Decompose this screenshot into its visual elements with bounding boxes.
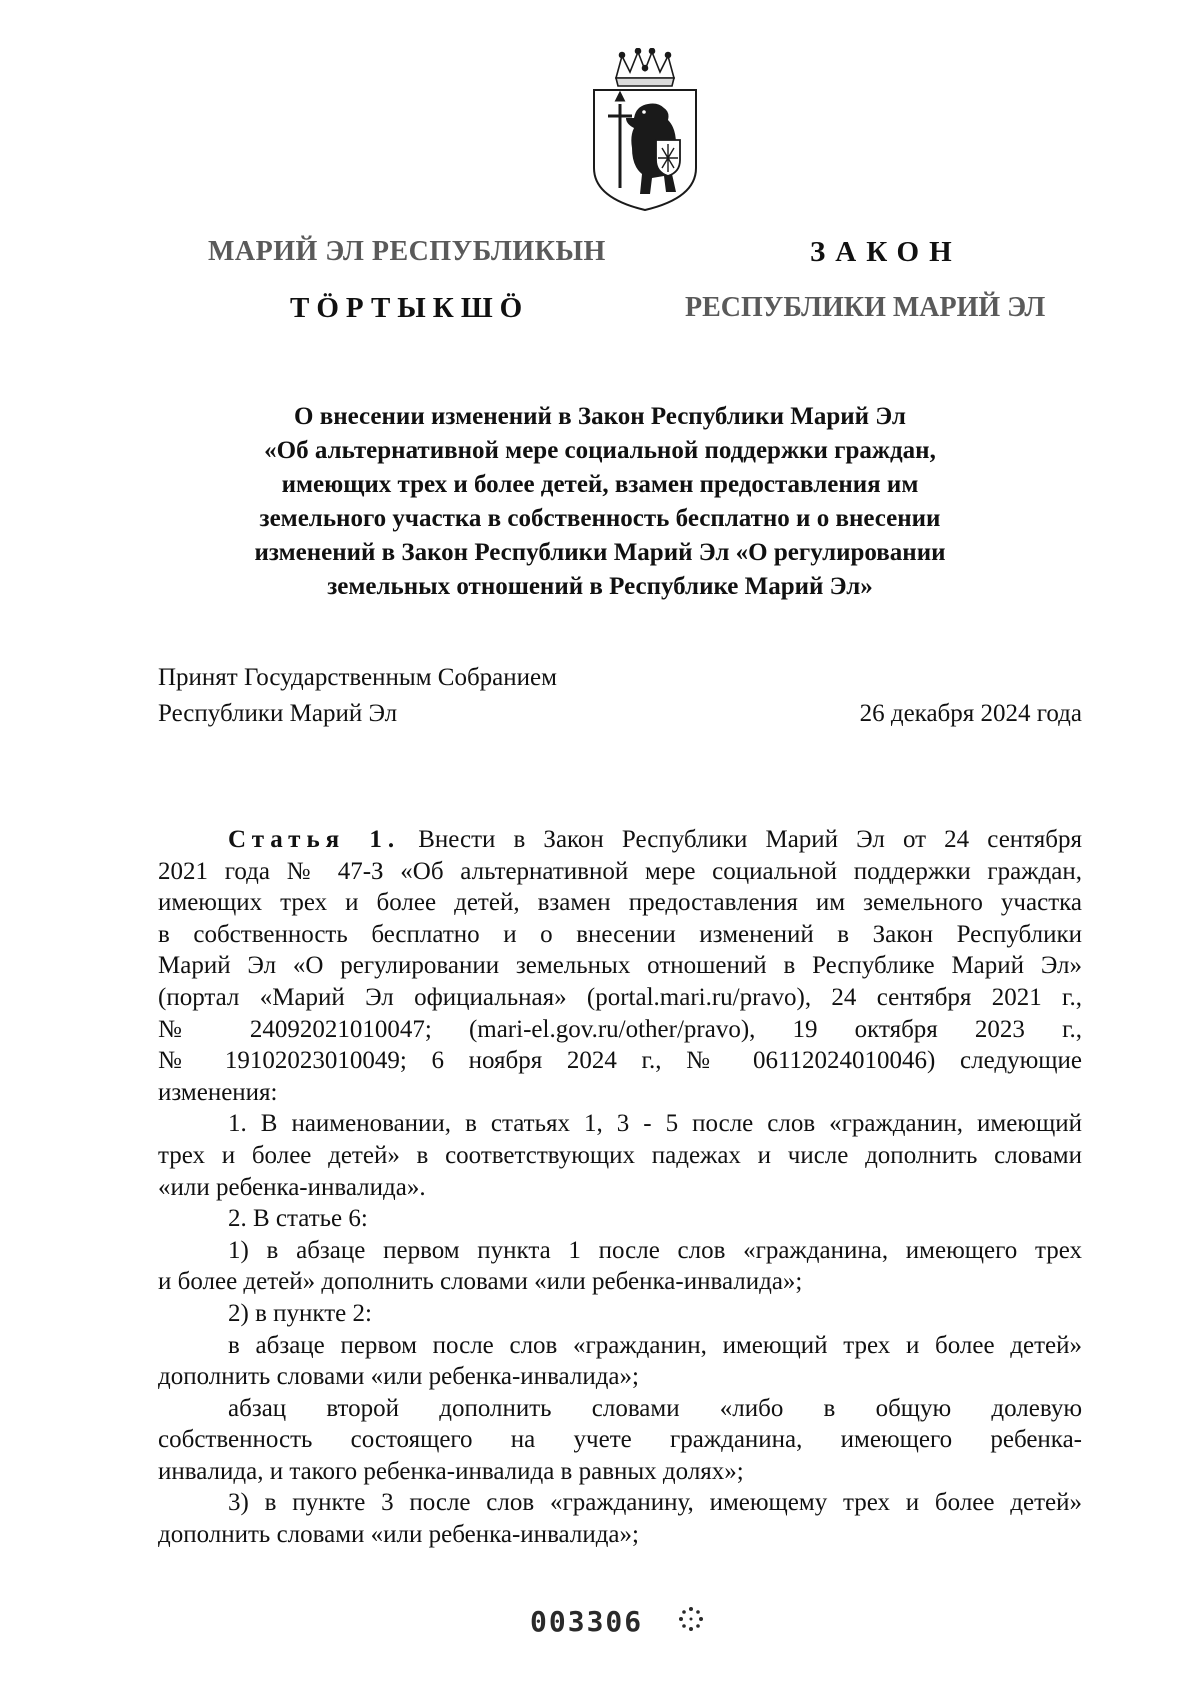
header-right-line1: ЗАКОН [810,236,962,268]
article-body [158,824,1082,1551]
article-line: № 24092021010047; (mari-el.gov.ru/other/pravo), 19 октября 2023 г., [158,1015,1082,1043]
subitem-2a-line: в абзаце первом после слов «гражданин, имеющий трех и более детей» [228,1331,1082,1359]
adopted-line1: Принят Государственным Собранием [158,664,557,691]
adopted-line2: Республики Марий Эл [158,700,398,727]
subitem-1-line: и более детей» дополнить словами «или ребенка-инвалида»; [158,1268,803,1296]
subitem-2-heading: 2) в пункте 2: [228,1299,372,1327]
law-title [200,400,1000,604]
asterisk-stamp-mark [676,1604,706,1634]
subitem-3-line: дополнить словами «или ребенка-инвалида»; [158,1521,639,1549]
title-line: земельного участка в собственность бесплатно и о внесении [259,505,941,532]
item-1-line: 1. В наименовании, в статьях 1, 3 - 5 после слов «гражданин, имеющий [228,1110,1082,1138]
title-line: земельных отношений в Республике Марий Эл» [327,573,873,600]
article-label: Статья 1. [228,826,401,853]
serial-number: 003306 [530,1605,644,1638]
item-1-line: «или ребенка-инвалида». [158,1173,426,1201]
title-line: «Об альтернативной мере социальной поддержки граждан, [264,437,936,464]
subitem-3-line: 3) в пункте 3 после слов «гражданину, имеющему трех и более детей» [228,1489,1082,1517]
article-line: № 19102023010049; 6 ноября 2024 г., № 06112024010046) следующие [158,1047,1082,1075]
article-line: имеющих трех и более детей, взамен предоставления им земельного участка [158,889,1082,917]
title-line: имеющих трех и более детей, взамен предоставления им [281,471,919,498]
title-line: изменений в Закон Республики Марий Эл «О регулировании [254,539,946,566]
header-left-line1: МАРИЙ ЭЛ РЕСПУБЛИКЫН [208,236,606,267]
item-2-heading: 2. В статье 6: [228,1205,368,1233]
article-first-line [158,824,1082,856]
adoption-date: 26 декабря 2024 года [859,700,1082,727]
article-first-text: Внести в Закон Республики Марий Эл от 24 сентября [418,826,1082,853]
subitem-1-line: 1) в абзаце первом пункта 1 после слов «гражданина, имеющего трех [228,1236,1082,1264]
article-line: Марий Эл «О регулировании земельных отношений в Республике Марий Эл» [158,952,1082,980]
item-1-line: трех и более детей» в соответствующих падежах и числе дополнить словами [158,1141,1082,1169]
article-line: в собственность бесплатно и о внесении изменений в Закон Республики [158,920,1082,948]
article-last-line: изменения: [158,1078,278,1106]
coat-of-arms-emblem [586,48,704,213]
article-line: 2021 года № 47-З «Об альтернативной мере социальной поддержки граждан, [158,857,1082,885]
adopted-by [158,660,557,732]
subitem-2b-line: собственность состоящего на учете гражданина, имеющего ребенка- [158,1426,1082,1454]
header-right-line2: РЕСПУБЛИКИ МАРИЙ ЭЛ [685,292,1046,323]
header-left-line2: ТӦРТЫКШӦ [290,292,530,324]
title-line: О внесении изменений в Закон Республики Марий Эл [294,403,906,430]
article-line: (портал «Марий Эл официальная» (portal.mari.ru/pravo), 24 сентября 2021 г., [158,983,1082,1011]
subitem-2b-line: абзац второй дополнить словами «либо в общую долевую [228,1394,1082,1422]
subitem-2b-line: инвалида, и такого ребенка-инвалида в равных долях»; [158,1457,744,1485]
subitem-2a-line: дополнить словами «или ребенка-инвалида»; [158,1363,639,1391]
